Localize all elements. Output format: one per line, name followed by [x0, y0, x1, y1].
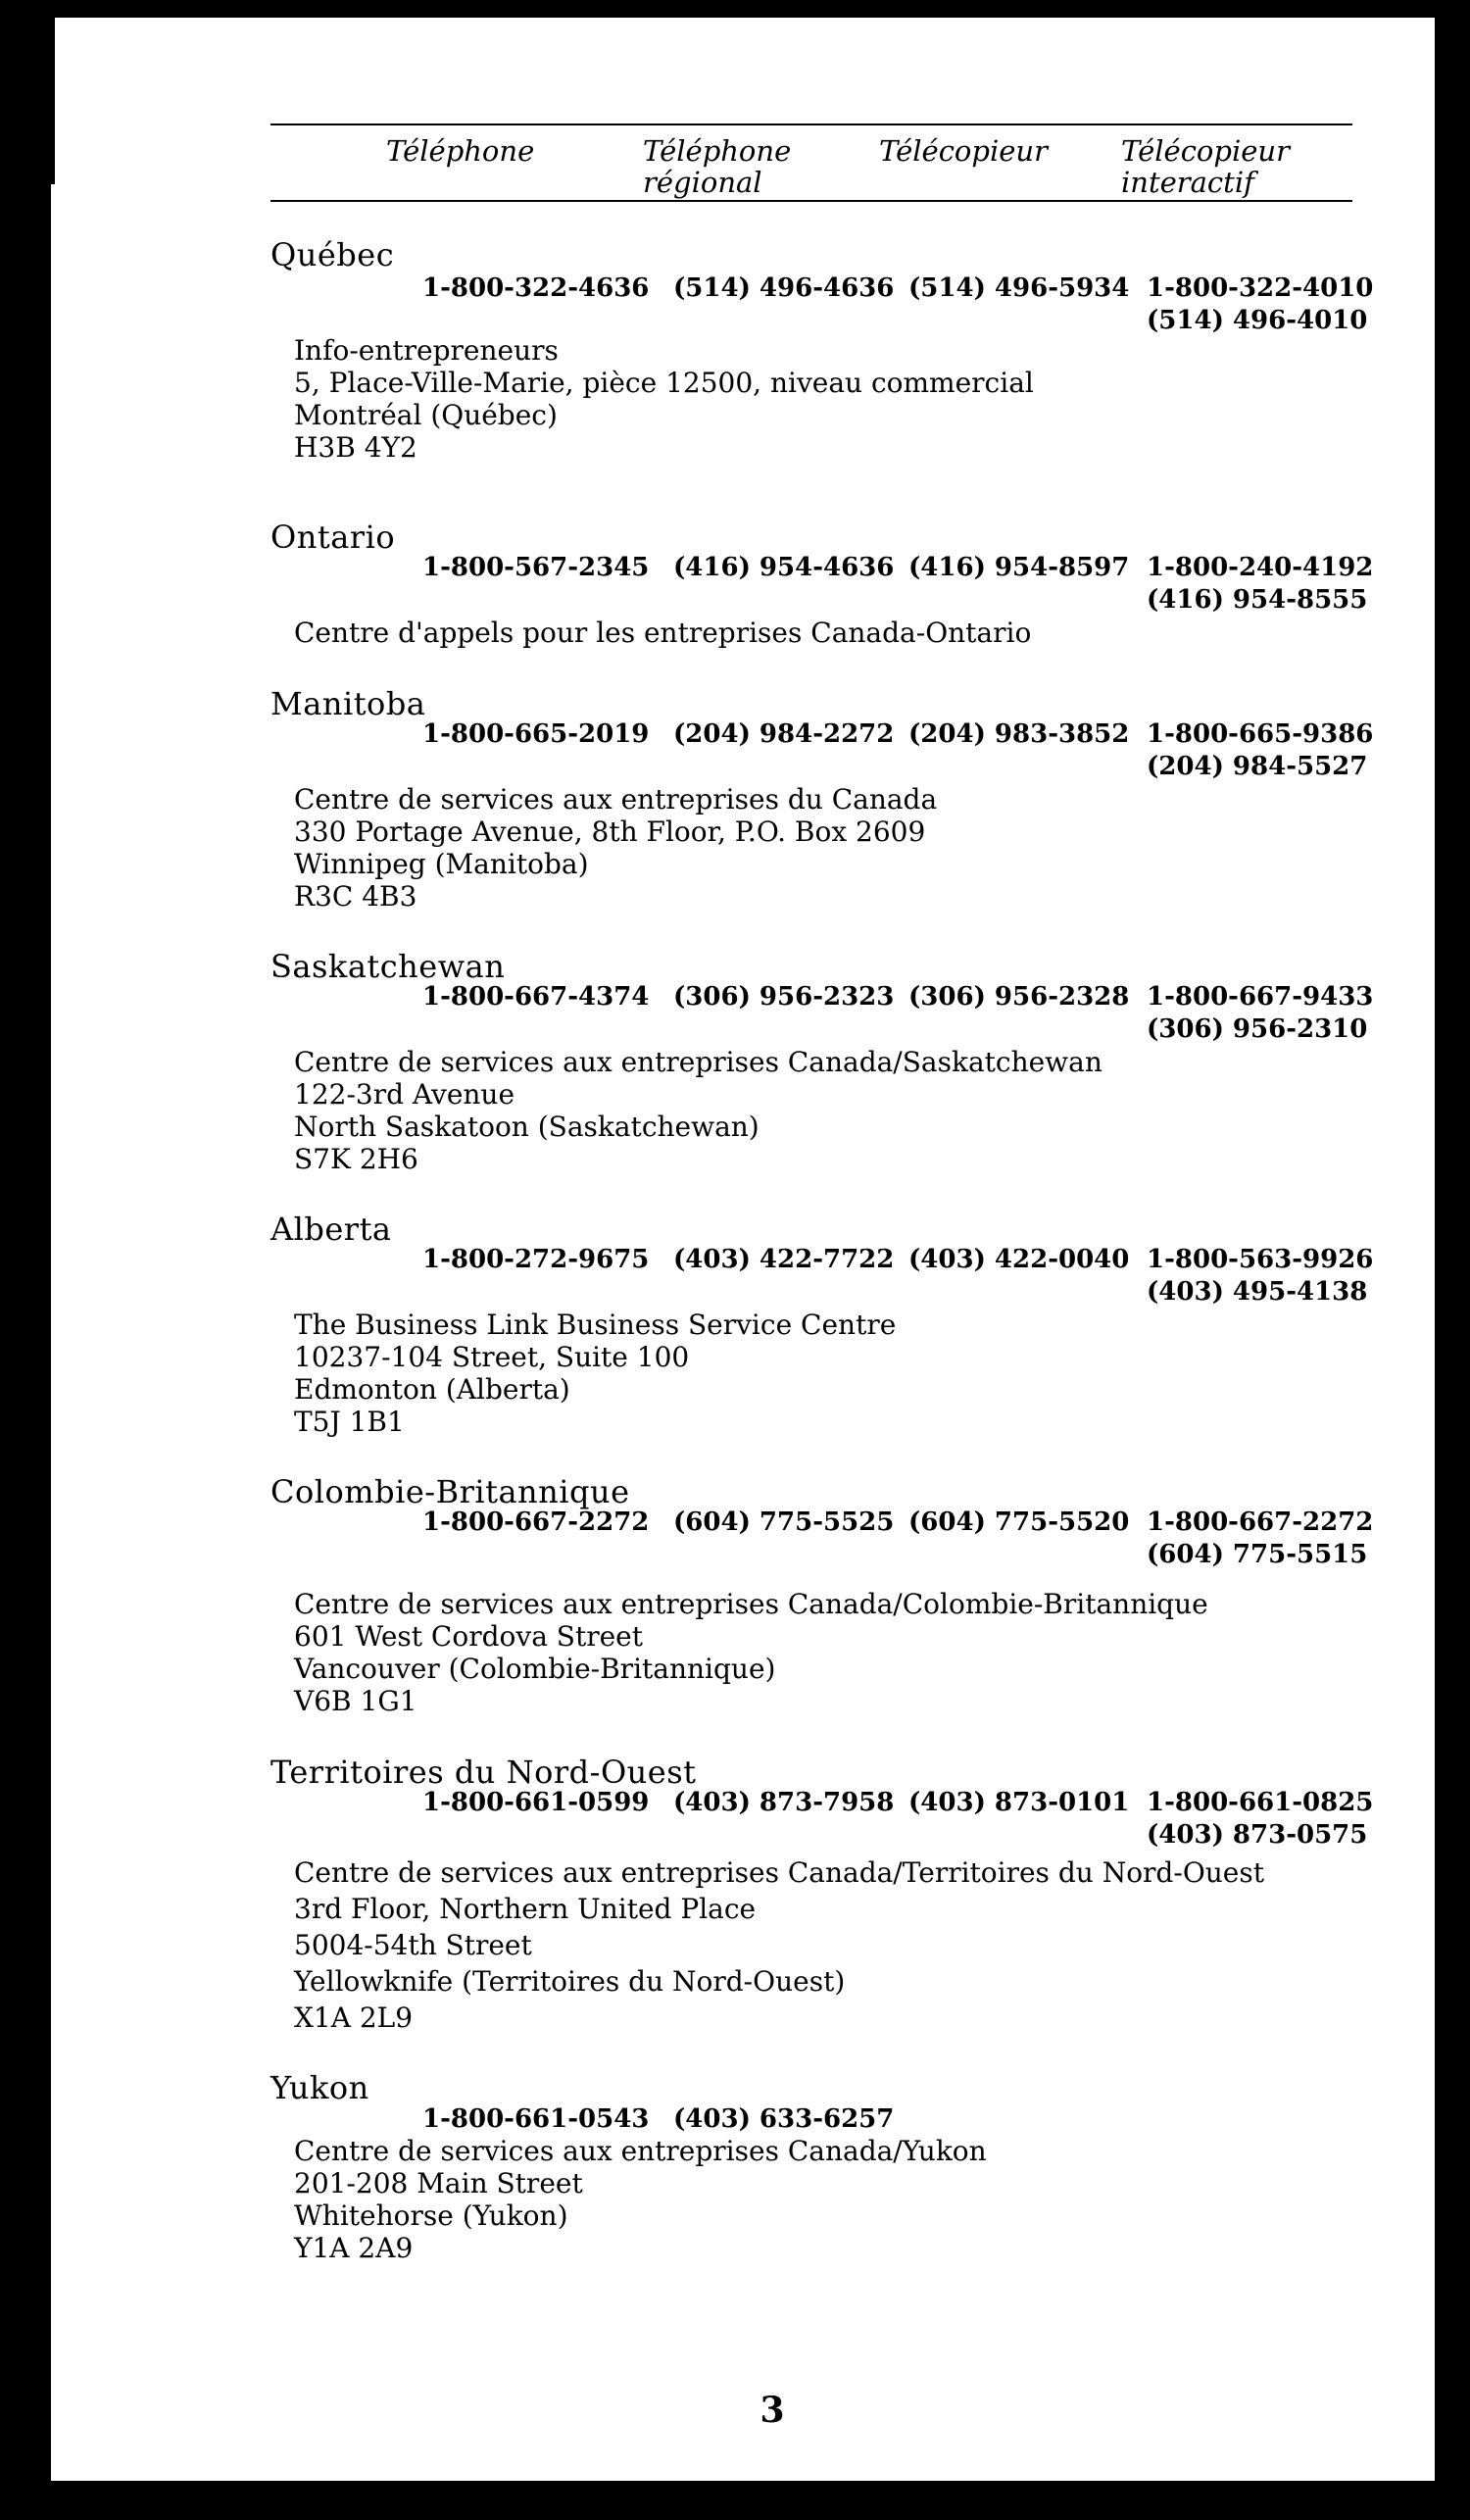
address-line: Centre de services aux entreprises Canada/Saskatchewan — [294, 1046, 1102, 1078]
table-header-rule — [270, 200, 1352, 202]
address-line: Yellowknife (Territoires du Nord-Ouest) — [294, 1965, 846, 1998]
address-block — [294, 1588, 1208, 1717]
address-line: Whitehorse (Yukon) — [294, 2199, 568, 2232]
interactive-fax-number: (306) 956-2310 — [1147, 1014, 1368, 1044]
section-heading: Territoires du Nord-Ouest — [270, 1754, 697, 1791]
regional-phone-number: (204) 984-2272 — [673, 719, 895, 749]
section-heading: Alberta — [270, 1211, 392, 1248]
address-line: R3C 4B3 — [294, 880, 417, 913]
phone-number: 1-800-667-2272 — [422, 1507, 650, 1537]
section-alberta — [270, 1211, 1374, 1438]
section-heading: Colombie-Britannique — [270, 1473, 630, 1510]
address-line: 5, Place-Ville-Marie, pièce 12500, niveau commercial — [294, 367, 1034, 399]
address-block — [294, 617, 1031, 649]
phone-number: 1-800-322-4636 — [422, 273, 650, 303]
address-line: T5J 1B1 — [294, 1406, 405, 1438]
address-line: Centre d'appels pour les entreprises Canada-Ontario — [294, 617, 1032, 649]
page-number: 3 — [760, 2390, 785, 2431]
address-line: The Business Link Business Service Centre — [294, 1309, 897, 1341]
section-heading: Québec — [270, 236, 395, 273]
address-line: Centre de services aux entreprises Canada/Territoires du Nord-Ouest — [294, 1856, 1264, 1889]
section-saskatchewan — [270, 948, 1374, 1175]
address-line: 3rd Floor, Northern United Place — [294, 1893, 757, 1925]
phone-number: 1-800-661-0543 — [422, 2104, 650, 2134]
interactive-fax-number: 1-800-322-4010 — [1147, 273, 1374, 303]
address-line: 122-3rd Avenue — [294, 1078, 515, 1111]
address-line: Centre de services aux entreprises Canada/Colombie-Britannique — [294, 1588, 1208, 1620]
address-line: 10237-104 Street, Suite 100 — [294, 1341, 690, 1373]
interactive-fax-number: 1-800-240-4192 — [1147, 553, 1374, 582]
regional-phone-number: (403) 422-7722 — [673, 1245, 895, 1274]
fax-number: (604) 775-5520 — [908, 1507, 1130, 1537]
address-line: Montréal (Québec) — [294, 399, 558, 431]
regional-phone-number: (604) 775-5525 — [673, 1507, 895, 1537]
address-line: Winnipeg (Manitoba) — [294, 848, 589, 880]
section-heading: Yukon — [270, 2069, 369, 2106]
address-line: 601 West Cordova Street — [294, 1620, 644, 1653]
section-heading: Saskatchewan — [270, 948, 506, 985]
fax-number: (416) 954-8597 — [908, 553, 1130, 582]
page-edge-mark — [51, 18, 55, 184]
section-yukon — [270, 2069, 987, 2264]
fax-number: (204) 983-3852 — [908, 719, 1130, 749]
interactive-fax-number: 1-800-665-9386 — [1147, 719, 1374, 749]
address-line: H3B 4Y2 — [294, 431, 417, 464]
interactive-fax-number: (403) 873-0575 — [1147, 1820, 1368, 1850]
section-heading: Ontario — [270, 519, 396, 556]
address-line: Edmonton (Alberta) — [294, 1373, 570, 1406]
address-line: 5004-54th Street — [294, 1929, 532, 1961]
fax-number: (403) 422-0040 — [908, 1245, 1130, 1274]
regional-phone-number: (306) 956-2323 — [673, 982, 895, 1012]
interactive-fax-number: 1-800-667-9433 — [1147, 982, 1374, 1012]
interactive-fax-number: (416) 954-8555 — [1147, 585, 1368, 615]
address-block — [294, 334, 1034, 464]
interactive-fax-number: 1-800-563-9926 — [1147, 1245, 1374, 1274]
regional-phone-number: (416) 954-4636 — [673, 553, 895, 582]
column-header-fax: Télécopieur — [879, 134, 1048, 168]
section-manitoba — [270, 685, 1374, 913]
column-header-regional-phone: Téléphone régional — [643, 134, 792, 199]
table-top-rule — [270, 124, 1352, 125]
column-header-interactive-fax: Télécopieur interactif — [1121, 134, 1290, 199]
address-block — [294, 783, 937, 913]
address-line: North Saskatoon (Saskatchewan) — [294, 1111, 760, 1143]
address-line: V6B 1G1 — [294, 1685, 417, 1717]
section-territoires-du-nord-ouest — [270, 1754, 1374, 2034]
address-block — [294, 1854, 1264, 2036]
interactive-fax-number: (204) 984-5527 — [1147, 752, 1368, 781]
fax-number: (306) 956-2328 — [908, 982, 1130, 1012]
address-line: Centre de services aux entreprises Canada/Yukon — [294, 2135, 987, 2167]
address-block — [294, 2135, 987, 2264]
address-line: X1A 2L9 — [294, 2001, 414, 2034]
section-colombie-britannique — [270, 1473, 1374, 1717]
fax-number: (403) 873-0101 — [908, 1788, 1130, 1817]
interactive-fax-number: 1-800-661-0825 — [1147, 1788, 1374, 1817]
address-line: 201-208 Main Street — [294, 2167, 583, 2199]
interactive-fax-number: 1-800-667-2272 — [1147, 1507, 1374, 1537]
interactive-fax-number: (403) 495-4138 — [1147, 1277, 1368, 1307]
regional-phone-number: (403) 873-7958 — [673, 1788, 895, 1817]
section-ontario — [270, 519, 1374, 649]
phone-number: 1-800-567-2345 — [422, 553, 650, 582]
interactive-fax-number: (604) 775-5515 — [1147, 1540, 1368, 1569]
address-line: Info-entrepreneurs — [294, 334, 559, 367]
address-line: Y1A 2A9 — [294, 2232, 414, 2264]
address-line: Centre de services aux entreprises du Canada — [294, 783, 938, 815]
phone-number: 1-800-272-9675 — [422, 1245, 650, 1274]
fax-number: (514) 496-5934 — [908, 273, 1130, 303]
address-block — [294, 1309, 896, 1438]
section-quebec — [270, 236, 1374, 464]
column-header-phone: Téléphone — [386, 134, 535, 168]
address-block — [294, 1046, 1102, 1175]
phone-number: 1-800-661-0599 — [422, 1788, 650, 1817]
address-line: 330 Portage Avenue, 8th Floor, P.O. Box 2609 — [294, 815, 926, 848]
address-line: Vancouver (Colombie-Britannique) — [294, 1653, 776, 1685]
document-page — [51, 18, 1435, 2481]
interactive-fax-number: (514) 496-4010 — [1147, 306, 1368, 335]
address-line: S7K 2H6 — [294, 1143, 418, 1175]
phone-number: 1-800-667-4374 — [422, 982, 650, 1012]
regional-phone-number: (403) 633-6257 — [673, 2104, 895, 2134]
phone-number: 1-800-665-2019 — [422, 719, 650, 749]
section-heading: Manitoba — [270, 685, 426, 722]
regional-phone-number: (514) 496-4636 — [673, 273, 895, 303]
